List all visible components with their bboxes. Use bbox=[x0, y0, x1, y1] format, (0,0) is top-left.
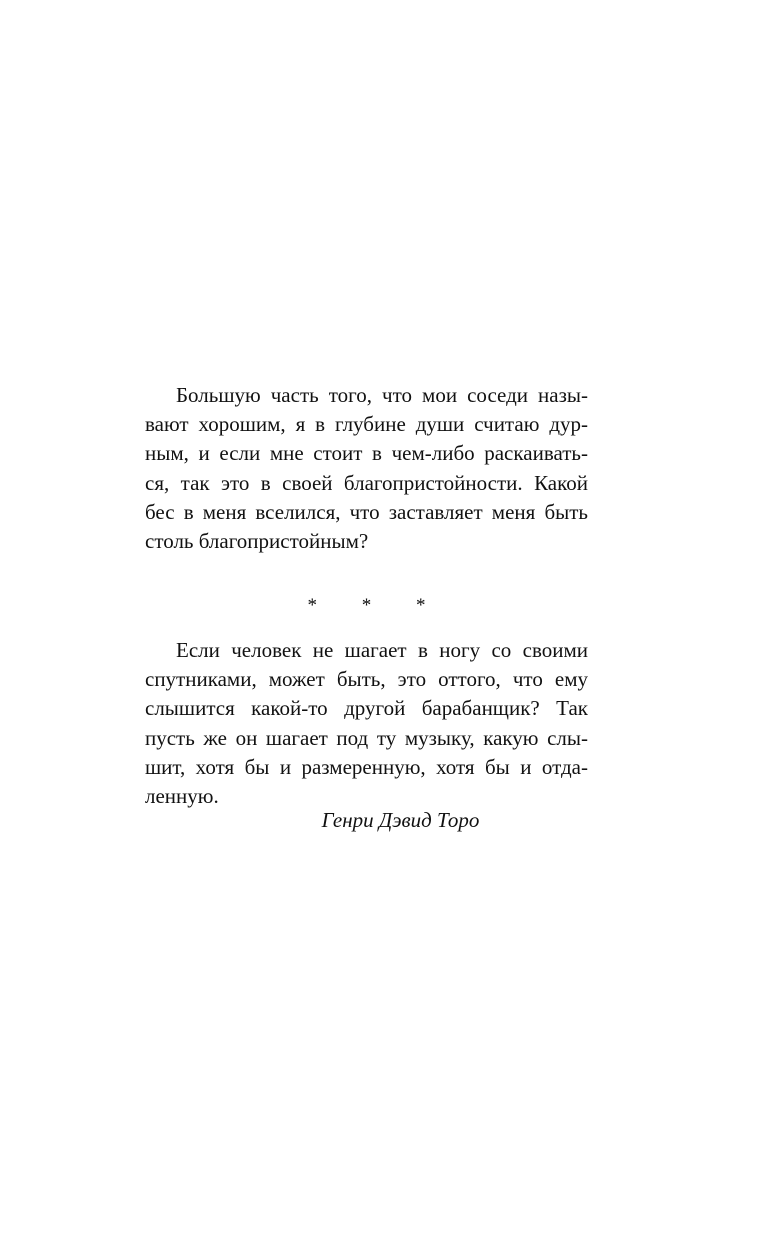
paragraph-line: Большую часть того, что мои соседи назы- bbox=[176, 383, 588, 407]
paragraph-line: Если человек не шагает в ногу со своими bbox=[176, 638, 588, 662]
paragraph-1 bbox=[145, 381, 588, 556]
paragraph-line: ным, и если мне стоит в чем-либо раскаивать- bbox=[145, 441, 588, 466]
paragraph-line: ленную. bbox=[145, 783, 219, 808]
paragraph-line: ся, так это в своей благопристойности. Какой bbox=[145, 470, 588, 495]
paragraph-line: вают хорошим, я в глубине души считаю дур- bbox=[145, 412, 588, 437]
paragraph-line: столь благопристойным? bbox=[145, 528, 369, 553]
quote-author: Генри Дэвид Торо bbox=[321, 808, 480, 832]
paragraph-line: шит, хотя бы и размеренную, хотя бы и отда- bbox=[145, 754, 588, 779]
section-separator: * * * bbox=[307, 595, 446, 616]
paragraph-2 bbox=[145, 636, 588, 811]
paragraph-line: пусть же он шагает под ту музыку, какую слы- bbox=[145, 725, 588, 750]
paragraph-line: спутниками, может быть, это оттого, что ему bbox=[145, 667, 588, 692]
paragraph-line: слышится какой-то другой барабанщик? Так bbox=[145, 696, 588, 721]
paragraph-line: бес в меня вселился, что заставляет меня быть bbox=[145, 499, 588, 524]
